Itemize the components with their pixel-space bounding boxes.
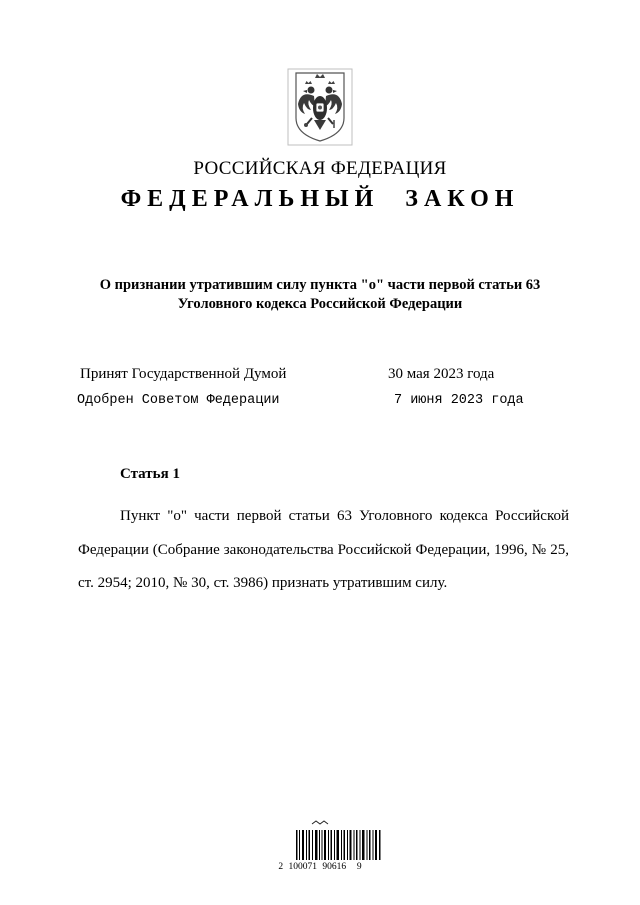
adopted-by-duma-label: Принят Государственной Думой <box>80 366 287 382</box>
law-title-line-1: О признании утратившим силу пункта "о" части первой статьи 63 <box>99 277 541 293</box>
barcode <box>294 818 384 882</box>
document-type: ФЕДЕРАЛЬНЫЙ ЗАКОН <box>120 186 520 212</box>
law-title <box>60 276 580 314</box>
double-headed-eagle-icon <box>287 68 353 146</box>
barcode-icon <box>294 818 384 862</box>
barcode-number: 2 100071 90616 9 <box>278 862 362 872</box>
approved-by-council-date: 7 июня 2023 года <box>394 393 524 408</box>
law-title-line-2: Уголовного кодекса Российской Федерации <box>177 296 463 312</box>
adopted-by-duma-date: 30 мая 2023 года <box>388 366 495 382</box>
approved-by-council-label: Одобрен Советом Федерации <box>77 393 280 408</box>
article-text: Пункт "о" части первой статьи 63 Уголовного кодекса Российской Федерации (Собрание законодательства Российской Федерации, 1996, № 25, ст. 2954; 2010, № 30, ст. 3986) признать утратившим силу. <box>78 508 569 591</box>
coat-of-arms-emblem <box>287 68 353 146</box>
country-name: РОССИЙСКАЯ ФЕДЕРАЦИЯ <box>193 158 447 179</box>
article-heading: Статья 1 <box>120 466 180 482</box>
